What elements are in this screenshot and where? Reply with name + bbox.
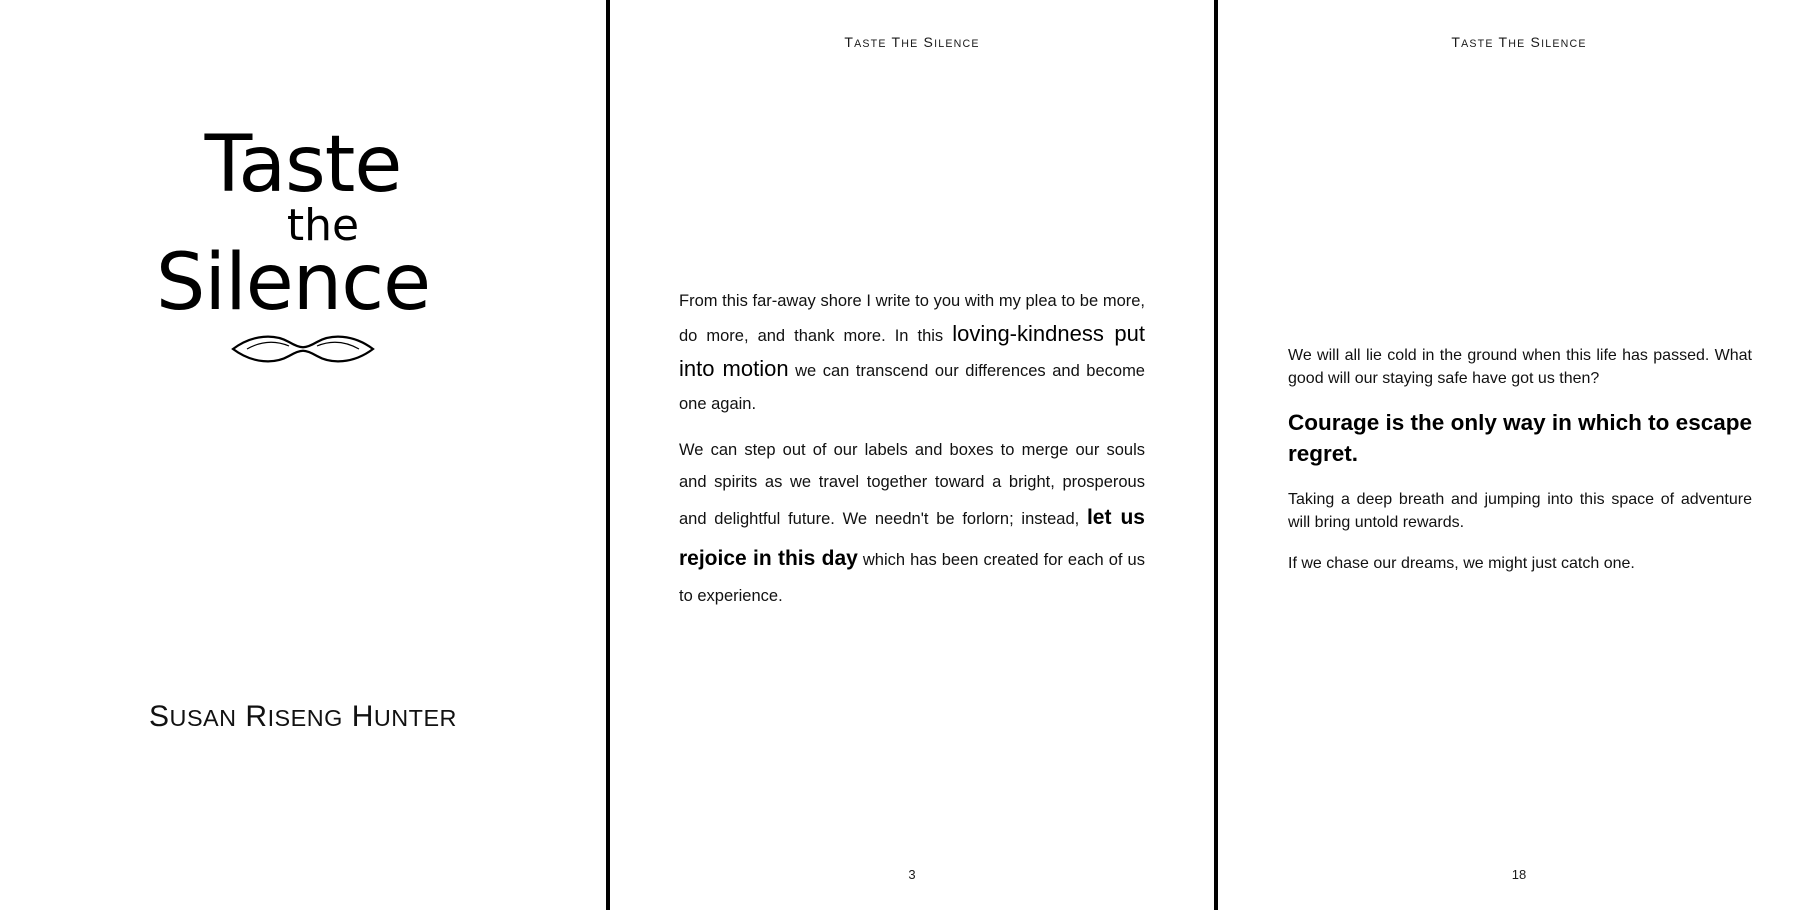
page-number: 3 (908, 867, 916, 882)
running-head: TASTE THE SILENCE (1451, 34, 1587, 50)
paragraph: We will all lie cold in the ground when this life has passed. What good will our staying safe have got us then? (1288, 347, 1752, 387)
text-run: We can step out of our labels and boxes to merge our souls and spirits as we travel together toward a bright, prosperous and delightful future. We needn't be forlorn; instead, (679, 440, 1145, 529)
paragraph (679, 285, 1145, 420)
text-run-emphasis: let us rejoice in this day (679, 506, 1145, 570)
page-18-text-column (1288, 345, 1752, 593)
text-run-emphasis: loving-kindness put into motion (679, 321, 1145, 382)
page-3-text-column (679, 285, 1145, 626)
text-run: we can transcend our differences and become one again. (679, 362, 1145, 413)
cover-title-line-2: the (286, 200, 360, 252)
pull-quote: Courage is the only way in which to escape regret. (1288, 410, 1752, 466)
running-head: TASTE THE SILENCE (844, 34, 980, 50)
cover-title-line-3: Silence (155, 238, 431, 329)
page-3 (610, 0, 1214, 910)
page-18 (1218, 0, 1820, 910)
cover-content (0, 0, 606, 910)
page-number: 18 (1511, 867, 1527, 882)
paragraph (679, 434, 1145, 612)
cover-title-line-1: Taste (204, 120, 402, 210)
cover-page (0, 0, 606, 910)
cover-author: SUSAN RISENG HUNTER (149, 700, 457, 733)
cover-title-block (0, 120, 606, 371)
ornament-flourish-icon (0, 332, 606, 371)
paragraph: Taking a deep breath and jumping into this space of adventure will bring untold rewards. (1288, 491, 1752, 531)
paragraph: If we chase our dreams, we might just catch one. (1288, 554, 1635, 572)
text-run: which has been created for each of us to experience. (679, 550, 1145, 605)
text-run: From this far-away shore I write to you with my plea to be more, do more, and thank more. In this (679, 292, 1145, 346)
